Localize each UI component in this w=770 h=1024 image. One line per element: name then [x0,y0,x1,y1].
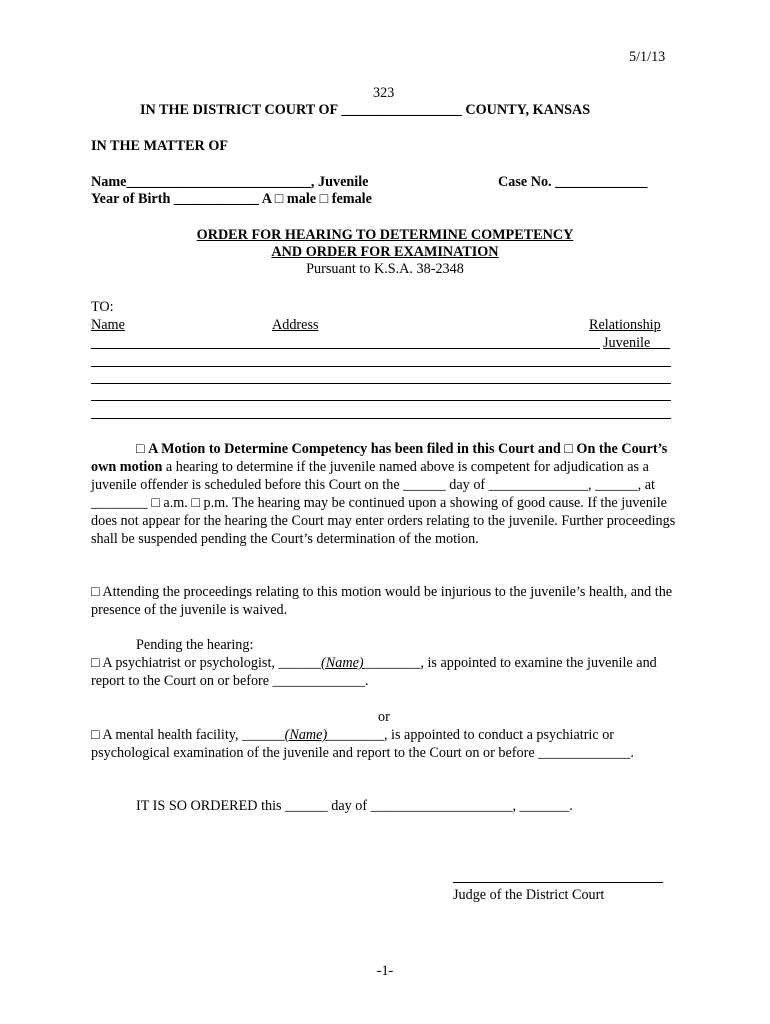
birth-label: Year of Birth [91,191,171,207]
birth-blank[interactable]: ____________ [173,191,260,207]
order-title-line-2: AND ORDER FOR EXAMINATION [271,244,499,260]
female-label: female [331,191,372,207]
psychiatrist-text-post: ________, is appointed to examine the juvenile and report to the Court on or before _____________. [91,655,657,689]
psychiatrist-paragraph [91,654,683,690]
court-own-motion-text: On the Court’s own motion [91,441,668,475]
form-date: 5/1/13 [629,49,666,65]
judge-label: Judge of the District Court [453,887,605,903]
a-label: A [261,191,272,207]
motion-checkbox[interactable]: □ [136,441,145,457]
juvenile-relationship-underline [603,348,670,349]
recipient-line-2[interactable] [91,366,671,367]
case-line [498,173,647,191]
motion-paragraph [91,440,683,548]
case-label: Case No. [498,174,552,190]
motion-filed-text: A Motion to Determine Competency has been filed in this Court and [148,441,561,457]
hearing-text: a hearing to determine if the juvenile named above is competent for adjudication as a juvenile offender is scheduled before this Court on the ______ day of ______________, ______, at ________ □ a.m. □ p.m. The hearing may be continued upon a showing of good cause. If the juvenile does not appear for the hearing the Court may enter orders relating to the juvenile. Further proceedings shall be suspended pending the Court’s determination of the motion. [91,459,676,547]
facility-text-pre: □ A mental health facility, ______ [91,727,285,743]
to-label: TO: [91,299,114,315]
judge-signature-line[interactable] [453,882,663,883]
psychiatrist-text-pre: □ A psychiatrist or psychologist, ______ [91,655,322,671]
facility-text-post: ________, is appointed to conduct a psychiatric or psychological examination of the juvenile and report to the Court on or before _____________. [91,727,634,761]
column-relationship-header: Relationship [589,317,661,333]
or-label: or [378,709,390,725]
recipient-line-4[interactable] [91,400,671,401]
juvenile-label: , Juvenile [310,174,369,190]
name-label: Name [91,174,127,190]
in-the-matter-heading: IN THE MATTER OF [91,138,229,154]
psychiatrist-name-field[interactable]: (Name) [321,655,364,671]
court-left-text: IN THE DISTRICT COURT OF [140,102,338,118]
name-line [91,173,368,191]
recipient-line-1[interactable] [91,348,600,349]
pending-label: Pending the hearing: [136,637,254,653]
recipient-line-5[interactable] [91,418,671,419]
so-ordered-line: IT IS SO ORDERED this ______ day of ____________________, _______. [136,798,573,814]
order-title-line-1: ORDER FOR HEARING TO DETERMINE COMPETENCY [196,227,574,243]
facility-paragraph [91,726,683,762]
column-address-header: Address [272,317,319,333]
court-heading [140,101,590,119]
male-label: male [286,191,317,207]
male-checkbox[interactable]: □ [274,191,284,207]
juvenile-relationship-entry: Juvenile [603,335,651,351]
county-blank[interactable]: _________________ [341,102,462,118]
court-right-text: COUNTY, KANSAS [465,102,591,118]
page-number: -1- [376,963,394,979]
court-motion-checkbox[interactable]: □ [564,441,573,457]
column-name-header: Name [91,317,125,333]
female-checkbox[interactable]: □ [319,191,329,207]
facility-name-field[interactable]: (Name) [284,727,328,743]
case-number-blank[interactable]: _____________ [555,174,648,190]
attending-paragraph: □ Attending the proceedings relating to this motion would be injurious to the juvenile’s health, and the presence of the juvenile is waived. [91,584,673,618]
statute-reference: Pursuant to K.S.A. 38-2348 [306,261,464,277]
birth-line [91,190,372,208]
form-number: 323 [373,85,395,101]
name-blank[interactable]: __________________________ [126,174,311,190]
recipient-line-3[interactable] [91,383,671,384]
